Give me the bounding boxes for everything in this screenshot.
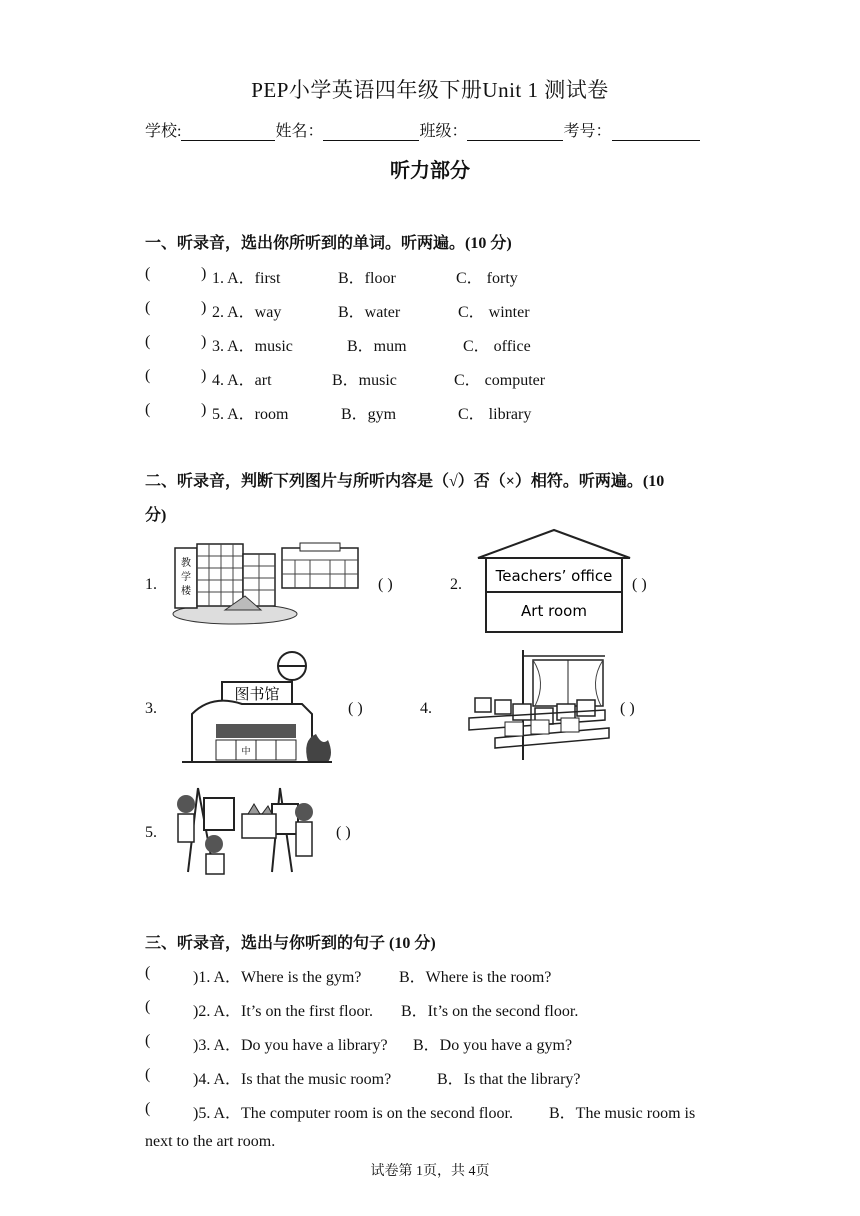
answer-paren[interactable]: ( ) — [378, 576, 393, 593]
page-footer: 试卷第 1页，共 4页 — [370, 1164, 490, 1179]
answer-paren-open: ( — [145, 333, 151, 350]
library-illustration — [182, 650, 334, 768]
option-b: B．Is that the library? — [437, 1071, 581, 1088]
sentence-continuation: next to the art room. — [145, 1133, 276, 1150]
option-b: B．mum — [347, 338, 407, 355]
picture-label: 2. — [450, 576, 462, 593]
list-item — [145, 1032, 745, 1052]
section-subtitle: 听力部分 — [390, 160, 470, 182]
option-c: C． computer — [454, 372, 546, 389]
option-b: B．Where is the room? — [399, 969, 552, 986]
computer-room-illustration — [465, 648, 610, 763]
picture-label: 4. — [420, 700, 432, 717]
section3-heading: 三、听录音，选出与你听到的句子 (10 分) — [145, 935, 436, 952]
option-c: C． winter — [458, 304, 530, 321]
list-item — [145, 998, 745, 1018]
list-item — [145, 964, 745, 984]
option-b: B．It’s on the second floor. — [401, 1003, 579, 1020]
option-b: B．gym — [341, 406, 397, 423]
picture-label: 1. — [145, 576, 157, 593]
list-item — [145, 299, 745, 319]
option-a: 2. A．way — [212, 304, 282, 321]
class-label: 班级： — [419, 123, 468, 140]
svg-text:学: 学 — [181, 572, 191, 583]
answer-paren-open: ( — [145, 1066, 151, 1083]
option-b: B．water — [338, 304, 401, 321]
option-a: 5. A．room — [212, 406, 289, 423]
answer-paren-open: ( — [145, 1100, 151, 1117]
school-label: 学校: — [145, 123, 182, 140]
answer-paren-open: ( — [145, 299, 151, 316]
picture-label: 5. — [145, 824, 157, 841]
option-c: C． library — [458, 406, 532, 423]
picture-label: 3. — [145, 700, 157, 717]
answer-paren-open: ( — [145, 265, 151, 282]
list-item — [145, 1066, 745, 1086]
name-label: 姓名： — [275, 123, 324, 140]
option-a: )3. A．Do you have a library? — [193, 1037, 388, 1054]
page-title: PEP小学英语四年级下册Unit 1 测试卷 — [251, 78, 609, 102]
answer-paren-close: ) — [201, 299, 207, 316]
answer-paren-open: ( — [145, 964, 151, 981]
art-class-illustration — [168, 784, 318, 876]
answer-paren[interactable]: ( ) — [336, 824, 351, 841]
option-a: )1. A．Where is the gym? — [193, 969, 362, 986]
name-blank[interactable] — [323, 124, 419, 141]
option-b: B．floor — [338, 270, 396, 287]
answer-paren[interactable]: ( ) — [620, 700, 635, 717]
answer-paren-close: ) — [201, 265, 207, 282]
option-a: )5. A．The computer room is on the second floor. — [193, 1105, 513, 1122]
list-item — [145, 333, 745, 353]
option-c: C． office — [463, 338, 531, 355]
svg-text:楼: 楼 — [181, 586, 191, 597]
library-sign: 图书馆 — [234, 685, 280, 703]
list-item — [145, 401, 745, 421]
list-item — [145, 265, 745, 285]
answer-paren[interactable]: ( ) — [632, 576, 647, 593]
list-item — [145, 367, 745, 387]
art-room-sign: Art room — [521, 602, 587, 620]
section2-heading-cont: 分) — [145, 507, 167, 524]
student-info-line — [145, 118, 700, 141]
option-a: )2. A．It’s on the first floor. — [193, 1003, 373, 1020]
answer-paren-open: ( — [145, 401, 151, 418]
section2-heading: 二、听录音，判断下列图片与所听内容是（√）否（×）相符。听两遍。(10 — [145, 473, 665, 490]
answer-paren-close: ) — [201, 401, 207, 418]
number-label: 考号： — [563, 123, 612, 140]
option-b: B．The music room is — [549, 1105, 696, 1122]
option-c: C． forty — [456, 270, 518, 287]
option-a: 1. A．first — [212, 270, 281, 287]
option-a: 3. A．music — [212, 338, 293, 355]
school-building-illustration — [165, 540, 365, 628]
answer-paren-close: ) — [201, 367, 207, 384]
answer-paren-open: ( — [145, 367, 151, 384]
answer-paren[interactable]: ( ) — [348, 700, 363, 717]
library-door-sign: 中 — [241, 747, 251, 757]
building-sign-char: 教 — [181, 558, 191, 569]
answer-paren-open: ( — [145, 1032, 151, 1049]
answer-paren-close: ) — [201, 333, 207, 350]
class-blank[interactable] — [467, 124, 563, 141]
school-blank[interactable] — [181, 124, 275, 141]
office-building-illustration — [474, 528, 634, 636]
section1-heading: 一、听录音，选出你所听到的单词。听两遍。(10 分) — [145, 235, 512, 252]
option-b: B．music — [332, 372, 397, 389]
option-b: B．Do you have a gym? — [413, 1037, 573, 1054]
option-a: )4. A．Is that the music room? — [193, 1071, 392, 1088]
option-a: 4. A．art — [212, 372, 272, 389]
list-item — [145, 1100, 745, 1120]
answer-paren-open: ( — [145, 998, 151, 1015]
number-blank[interactable] — [612, 124, 700, 141]
teachers-office-sign: Teachers’ office — [495, 567, 613, 585]
